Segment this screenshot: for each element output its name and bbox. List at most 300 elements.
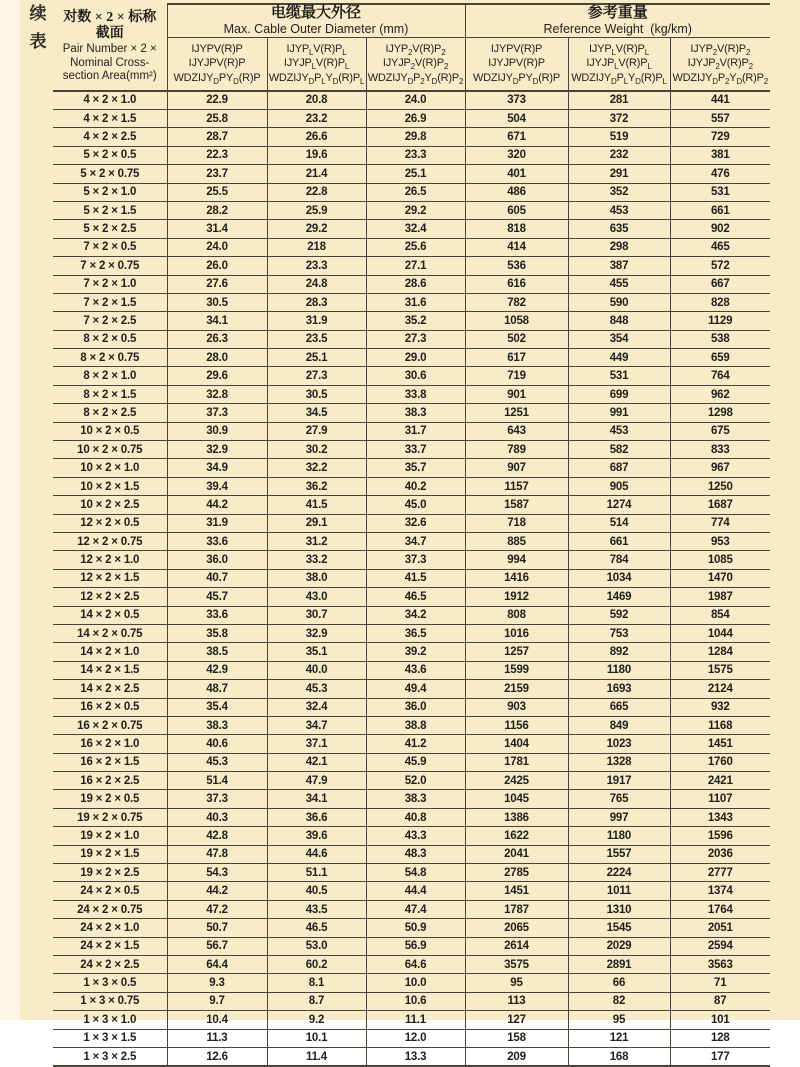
value-cell: 10.1 xyxy=(267,1029,366,1047)
value-cell: 25.1 xyxy=(366,165,465,183)
value-cell: 2425 xyxy=(465,772,568,790)
row-label-cell: 14 × 2 × 0.75 xyxy=(53,624,167,642)
value-cell: 1693 xyxy=(568,680,670,698)
corner-en-line1: Pair Number × 2 × xyxy=(62,43,157,56)
value-cell: 1034 xyxy=(568,569,670,587)
value-cell: 1596 xyxy=(670,827,770,845)
table-row xyxy=(53,312,770,330)
value-cell: 47.8 xyxy=(167,845,267,863)
table-row xyxy=(53,496,770,514)
value-cell: 1451 xyxy=(465,882,568,900)
value-cell: 25.8 xyxy=(167,110,267,128)
value-cell: 30.6 xyxy=(366,367,465,385)
table-row xyxy=(53,845,770,863)
value-cell: 1250 xyxy=(670,477,770,495)
value-cell: 905 xyxy=(568,477,670,495)
value-cell: 967 xyxy=(670,459,770,477)
value-cell: 997 xyxy=(568,808,670,826)
value-cell: 3575 xyxy=(465,955,568,973)
value-cell: 3563 xyxy=(670,955,770,973)
value-cell: 37.3 xyxy=(167,790,267,808)
value-cell: 46.5 xyxy=(267,919,366,937)
continued-table-label xyxy=(27,5,49,50)
value-cell: 1180 xyxy=(568,661,670,679)
value-cell: 95 xyxy=(568,1011,670,1029)
value-cell: 177 xyxy=(670,1047,770,1066)
value-cell: 635 xyxy=(568,220,670,238)
value-cell: 932 xyxy=(670,698,770,716)
value-cell: 455 xyxy=(568,275,670,293)
row-label-cell: 16 × 2 × 1.5 xyxy=(53,753,167,771)
value-cell: 35.4 xyxy=(167,698,267,716)
value-cell: 45.0 xyxy=(366,496,465,514)
value-cell: 1451 xyxy=(670,735,770,753)
value-cell: 26.0 xyxy=(167,257,267,275)
value-cell: 903 xyxy=(465,698,568,716)
value-cell: 1328 xyxy=(568,753,670,771)
value-cell: 87 xyxy=(670,992,770,1010)
value-cell: 64.6 xyxy=(366,955,465,973)
table-row xyxy=(53,533,770,551)
value-cell: 1085 xyxy=(670,551,770,569)
value-cell: 901 xyxy=(465,385,568,403)
value-cell: 40.6 xyxy=(167,735,267,753)
value-cell: 25.1 xyxy=(267,349,366,367)
value-cell: 8.1 xyxy=(267,974,366,992)
value-cell: 50.7 xyxy=(167,919,267,937)
value-cell: 1545 xyxy=(568,919,670,937)
value-cell: 30.2 xyxy=(267,441,366,459)
value-cell: 582 xyxy=(568,441,670,459)
value-cell: 36.5 xyxy=(366,624,465,642)
row-label-cell: 10 × 2 × 1.0 xyxy=(53,459,167,477)
value-cell: 34.1 xyxy=(267,790,366,808)
value-cell: 1274 xyxy=(568,496,670,514)
table-row xyxy=(53,551,770,569)
value-cell: 27.6 xyxy=(167,275,267,293)
value-cell: 29.8 xyxy=(366,128,465,146)
value-cell: 42.1 xyxy=(267,753,366,771)
value-cell: 9.3 xyxy=(167,974,267,992)
value-cell: 1917 xyxy=(568,772,670,790)
row-label-cell: 24 × 2 × 2.5 xyxy=(53,955,167,973)
table-row xyxy=(53,661,770,679)
value-cell: 71 xyxy=(670,974,770,992)
table-row xyxy=(53,201,770,219)
value-cell: 818 xyxy=(465,220,568,238)
value-cell: 1587 xyxy=(465,496,568,514)
table-row xyxy=(53,919,770,937)
row-label-cell: 1 × 3 × 0.5 xyxy=(53,974,167,992)
row-label-cell: 5 × 2 × 0.75 xyxy=(53,165,167,183)
value-cell: 1404 xyxy=(465,735,568,753)
row-label-cell: 14 × 2 × 1.0 xyxy=(53,643,167,661)
cable-specification-table xyxy=(53,3,770,1067)
value-cell: 2224 xyxy=(568,864,670,882)
value-cell: 42.8 xyxy=(167,827,267,845)
table-row xyxy=(53,1047,770,1066)
table-row xyxy=(53,422,770,440)
value-cell: 617 xyxy=(465,349,568,367)
value-cell: 43.5 xyxy=(267,900,366,918)
value-cell: 101 xyxy=(670,1011,770,1029)
value-cell: 991 xyxy=(568,404,670,422)
corner-zh-line1: 对数 × 2 × 标称 xyxy=(63,9,157,25)
value-cell: 2065 xyxy=(465,919,568,937)
value-cell: 1157 xyxy=(465,477,568,495)
value-cell: 2159 xyxy=(465,680,568,698)
value-cell: 48.7 xyxy=(167,680,267,698)
value-cell: 56.9 xyxy=(366,937,465,955)
value-cell: 29.6 xyxy=(167,367,267,385)
table-row xyxy=(53,330,770,348)
table-row xyxy=(53,864,770,882)
value-cell: 892 xyxy=(568,643,670,661)
value-cell: 994 xyxy=(465,551,568,569)
value-cell: 10.6 xyxy=(366,992,465,1010)
table-row xyxy=(53,716,770,734)
table-row xyxy=(53,643,770,661)
value-cell: 25.5 xyxy=(167,183,267,201)
value-cell: 849 xyxy=(568,716,670,734)
value-cell: 22.8 xyxy=(267,183,366,201)
table-row xyxy=(53,385,770,403)
value-cell: 753 xyxy=(568,624,670,642)
table-row xyxy=(53,1029,770,1047)
value-cell: 719 xyxy=(465,367,568,385)
table-row xyxy=(53,955,770,973)
value-cell: 12.0 xyxy=(366,1029,465,1047)
value-cell: 47.4 xyxy=(366,900,465,918)
value-cell: 40.8 xyxy=(366,808,465,826)
diameter-group-zh: 电缆最大外径 xyxy=(270,5,361,21)
value-cell: 9.7 xyxy=(167,992,267,1010)
value-cell: 32.6 xyxy=(366,514,465,532)
value-cell: 453 xyxy=(568,201,670,219)
row-label-cell: 1 × 3 × 2.5 xyxy=(53,1047,167,1066)
row-label-cell: 14 × 2 × 0.5 xyxy=(53,606,167,624)
value-cell: 784 xyxy=(568,551,670,569)
value-cell: 1251 xyxy=(465,404,568,422)
table-row xyxy=(53,404,770,422)
row-label-cell: 12 × 2 × 2.5 xyxy=(53,588,167,606)
value-cell: 30.7 xyxy=(267,606,366,624)
value-cell: 2594 xyxy=(670,937,770,955)
table-row xyxy=(53,992,770,1010)
value-cell: 572 xyxy=(670,257,770,275)
value-cell: 34.5 xyxy=(267,404,366,422)
value-cell: 1787 xyxy=(465,900,568,918)
value-cell: 486 xyxy=(465,183,568,201)
value-cell: 43.6 xyxy=(366,661,465,679)
value-cell: 764 xyxy=(670,367,770,385)
value-cell: 765 xyxy=(568,790,670,808)
value-cell: 1987 xyxy=(670,588,770,606)
value-cell: 2777 xyxy=(670,864,770,882)
value-cell: 538 xyxy=(670,330,770,348)
table-row xyxy=(53,974,770,992)
value-cell: 28.6 xyxy=(366,275,465,293)
value-cell: 729 xyxy=(670,128,770,146)
row-label-cell: 24 × 2 × 0.75 xyxy=(53,900,167,918)
value-cell: 39.6 xyxy=(267,827,366,845)
value-cell: 121 xyxy=(568,1029,670,1047)
row-label-cell: 10 × 2 × 0.75 xyxy=(53,441,167,459)
value-cell: 34.2 xyxy=(366,606,465,624)
value-cell: 40.2 xyxy=(366,477,465,495)
value-cell: 40.0 xyxy=(267,661,366,679)
row-label-cell: 10 × 2 × 1.5 xyxy=(53,477,167,495)
value-cell: 209 xyxy=(465,1047,568,1066)
value-cell: 35.7 xyxy=(366,459,465,477)
row-label-cell: 5 × 2 × 1.0 xyxy=(53,183,167,201)
value-cell: 24.8 xyxy=(267,275,366,293)
value-cell: 387 xyxy=(568,257,670,275)
value-cell: 441 xyxy=(670,91,770,110)
value-cell: 45.7 xyxy=(167,588,267,606)
value-cell: 1257 xyxy=(465,643,568,661)
value-cell: 502 xyxy=(465,330,568,348)
table-row xyxy=(53,937,770,955)
value-cell: 29.1 xyxy=(267,514,366,532)
value-cell: 35.1 xyxy=(267,643,366,661)
value-cell: 41.5 xyxy=(366,569,465,587)
table-row xyxy=(53,624,770,642)
value-cell: 31.9 xyxy=(167,514,267,532)
row-label-cell: 12 × 2 × 1.0 xyxy=(53,551,167,569)
cable-type-header-cell: $IJYP_2V(R)P_2$ $IJYJP_2V(R)P_2$ $WDZIJY_DP_2Y_D(R)P_2$ xyxy=(670,37,770,91)
value-cell: 40.5 xyxy=(267,882,366,900)
value-cell: 2421 xyxy=(670,772,770,790)
row-label-cell: 4 × 2 × 1.0 xyxy=(53,91,167,110)
value-cell: 907 xyxy=(465,459,568,477)
value-cell: 590 xyxy=(568,293,670,311)
value-cell: 1575 xyxy=(670,661,770,679)
table-row xyxy=(53,183,770,201)
weight-group-en: Reference Weight (kg/km) xyxy=(543,22,692,37)
value-cell: 414 xyxy=(465,238,568,256)
row-label-cell: 7 × 2 × 0.5 xyxy=(53,238,167,256)
table-row xyxy=(53,680,770,698)
value-cell: 32.8 xyxy=(167,385,267,403)
value-cell: 46.5 xyxy=(366,588,465,606)
value-cell: 35.2 xyxy=(366,312,465,330)
value-cell: 9.2 xyxy=(267,1011,366,1029)
cable-type-header-cell: IJYPV(R)P IJYJPV(R)P $WDZIJY_DPY_D(R)P$ xyxy=(167,37,267,91)
corner-en-line2: Nominal Cross- xyxy=(70,56,150,69)
value-cell: 667 xyxy=(670,275,770,293)
value-cell: 39.2 xyxy=(366,643,465,661)
table-row xyxy=(53,606,770,624)
row-label-cell: 7 × 2 × 0.75 xyxy=(53,257,167,275)
value-cell: 158 xyxy=(465,1029,568,1047)
value-cell: 298 xyxy=(568,238,670,256)
value-cell: 29.0 xyxy=(366,349,465,367)
value-cell: 232 xyxy=(568,146,670,164)
value-cell: 60.2 xyxy=(267,955,366,973)
row-label-cell: 8 × 2 × 2.5 xyxy=(53,404,167,422)
value-cell: 2124 xyxy=(670,680,770,698)
value-cell: 962 xyxy=(670,385,770,403)
value-cell: 23.2 xyxy=(267,110,366,128)
value-cell: 34.7 xyxy=(267,716,366,734)
value-cell: 24.0 xyxy=(167,238,267,256)
table-row xyxy=(53,808,770,826)
value-cell: 39.4 xyxy=(167,477,267,495)
value-cell: 1416 xyxy=(465,569,568,587)
value-cell: 1310 xyxy=(568,900,670,918)
value-cell: 1386 xyxy=(465,808,568,826)
table-row xyxy=(53,349,770,367)
row-label-cell: 10 × 2 × 0.5 xyxy=(53,422,167,440)
table-row xyxy=(53,753,770,771)
value-cell: 449 xyxy=(568,349,670,367)
value-cell: 10.0 xyxy=(366,974,465,992)
value-cell: 24.0 xyxy=(366,91,465,110)
table-row xyxy=(53,569,770,587)
value-cell: 51.4 xyxy=(167,772,267,790)
value-cell: 2041 xyxy=(465,845,568,863)
row-label-cell: 12 × 2 × 0.75 xyxy=(53,533,167,551)
table-row xyxy=(53,367,770,385)
value-cell: 11.4 xyxy=(267,1047,366,1066)
table-row xyxy=(53,735,770,753)
value-cell: 1343 xyxy=(670,808,770,826)
value-cell: 32.9 xyxy=(167,441,267,459)
value-cell: 42.9 xyxy=(167,661,267,679)
value-cell: 699 xyxy=(568,385,670,403)
row-label-cell: 19 × 2 × 0.75 xyxy=(53,808,167,826)
value-cell: 774 xyxy=(670,514,770,532)
row-label-cell: 12 × 2 × 1.5 xyxy=(53,569,167,587)
row-label-cell: 19 × 2 × 1.5 xyxy=(53,845,167,863)
value-cell: 13.3 xyxy=(366,1047,465,1066)
row-label-cell: 7 × 2 × 1.0 xyxy=(53,275,167,293)
value-cell: 514 xyxy=(568,514,670,532)
value-cell: 26.6 xyxy=(267,128,366,146)
value-cell: 44.6 xyxy=(267,845,366,863)
table-row xyxy=(53,146,770,164)
value-cell: 1045 xyxy=(465,790,568,808)
value-cell: 1599 xyxy=(465,661,568,679)
value-cell: 1298 xyxy=(670,404,770,422)
value-cell: 30.5 xyxy=(267,385,366,403)
value-cell: 19.6 xyxy=(267,146,366,164)
value-cell: 28.3 xyxy=(267,293,366,311)
value-cell: 476 xyxy=(670,165,770,183)
row-label-cell: 7 × 2 × 2.5 xyxy=(53,312,167,330)
value-cell: 718 xyxy=(465,514,568,532)
table-row xyxy=(53,91,770,110)
cable-type-header-cell: IJYPV(R)P IJYJPV(R)P $WDZIJY_DPY_D(R)P$ xyxy=(465,37,568,91)
row-label-cell: 16 × 2 × 0.75 xyxy=(53,716,167,734)
value-cell: 531 xyxy=(568,367,670,385)
value-cell: 2051 xyxy=(670,919,770,937)
value-cell: 782 xyxy=(465,293,568,311)
value-cell: 34.7 xyxy=(366,533,465,551)
value-cell: 1781 xyxy=(465,753,568,771)
value-cell: 34.1 xyxy=(167,312,267,330)
table-row xyxy=(53,790,770,808)
value-cell: 20.8 xyxy=(267,91,366,110)
value-cell: 28.0 xyxy=(167,349,267,367)
value-cell: 38.3 xyxy=(366,790,465,808)
value-cell: 45.3 xyxy=(167,753,267,771)
diameter-group-en: Max. Cable Outer Diameter (mm) xyxy=(223,22,409,37)
value-cell: 661 xyxy=(568,533,670,551)
value-cell: 26.5 xyxy=(366,183,465,201)
value-cell: 43.0 xyxy=(267,588,366,606)
value-cell: 43.3 xyxy=(366,827,465,845)
value-cell: 66 xyxy=(568,974,670,992)
table-row xyxy=(53,257,770,275)
value-cell: 665 xyxy=(568,698,670,716)
value-cell: 37.1 xyxy=(267,735,366,753)
value-cell: 2036 xyxy=(670,845,770,863)
value-cell: 605 xyxy=(465,201,568,219)
value-cell: 675 xyxy=(670,422,770,440)
value-cell: 33.6 xyxy=(167,533,267,551)
row-label-cell: 19 × 2 × 0.5 xyxy=(53,790,167,808)
cable-type-header-cell: $IJYP_LV(R)P_L$ $IJYJP_LV(R)P_L$ $WDZIJY_DP_LY_D(R)P_L$ xyxy=(568,37,670,91)
row-label-cell: 10 × 2 × 2.5 xyxy=(53,496,167,514)
value-cell: 44.2 xyxy=(167,496,267,514)
value-cell: 36.0 xyxy=(366,698,465,716)
value-cell: 1023 xyxy=(568,735,670,753)
value-cell: 23.5 xyxy=(267,330,366,348)
value-cell: 616 xyxy=(465,275,568,293)
value-cell: 23.7 xyxy=(167,165,267,183)
value-cell: 30.5 xyxy=(167,293,267,311)
value-cell: 37.3 xyxy=(366,551,465,569)
value-cell: 1687 xyxy=(670,496,770,514)
value-cell: 32.2 xyxy=(267,459,366,477)
value-cell: 38.0 xyxy=(267,569,366,587)
value-cell: 27.3 xyxy=(366,330,465,348)
weight-group-zh: 参考重量 xyxy=(587,5,648,21)
diameter-group-header xyxy=(167,4,465,37)
table-row xyxy=(53,238,770,256)
value-cell: 1557 xyxy=(568,845,670,863)
value-cell: 31.6 xyxy=(366,293,465,311)
value-cell: 2891 xyxy=(568,955,670,973)
value-cell: 401 xyxy=(465,165,568,183)
table-row xyxy=(53,441,770,459)
row-label-cell: 8 × 2 × 1.0 xyxy=(53,367,167,385)
value-cell: 52.0 xyxy=(366,772,465,790)
value-cell: 465 xyxy=(670,238,770,256)
value-cell: 35.8 xyxy=(167,624,267,642)
value-cell: 354 xyxy=(568,330,670,348)
table-row xyxy=(53,900,770,918)
row-label-cell: 5 × 2 × 1.5 xyxy=(53,201,167,219)
table-row xyxy=(53,293,770,311)
value-cell: 25.6 xyxy=(366,238,465,256)
value-cell: 22.9 xyxy=(167,91,267,110)
value-cell: 372 xyxy=(568,110,670,128)
cable-type-header-cell: $IJYP_LV(R)P_L$ $IJYJP_LV(R)P_L$ $WDZIJY_DP_LY_D(R)P_L$ xyxy=(267,37,366,91)
value-cell: 1180 xyxy=(568,827,670,845)
value-cell: 47.2 xyxy=(167,900,267,918)
value-cell: 50.9 xyxy=(366,919,465,937)
value-cell: 26.3 xyxy=(167,330,267,348)
value-cell: 848 xyxy=(568,312,670,330)
row-label-cell: 16 × 2 × 2.5 xyxy=(53,772,167,790)
value-cell: 49.4 xyxy=(366,680,465,698)
value-cell: 1156 xyxy=(465,716,568,734)
value-cell: 1374 xyxy=(670,882,770,900)
value-cell: 31.2 xyxy=(267,533,366,551)
